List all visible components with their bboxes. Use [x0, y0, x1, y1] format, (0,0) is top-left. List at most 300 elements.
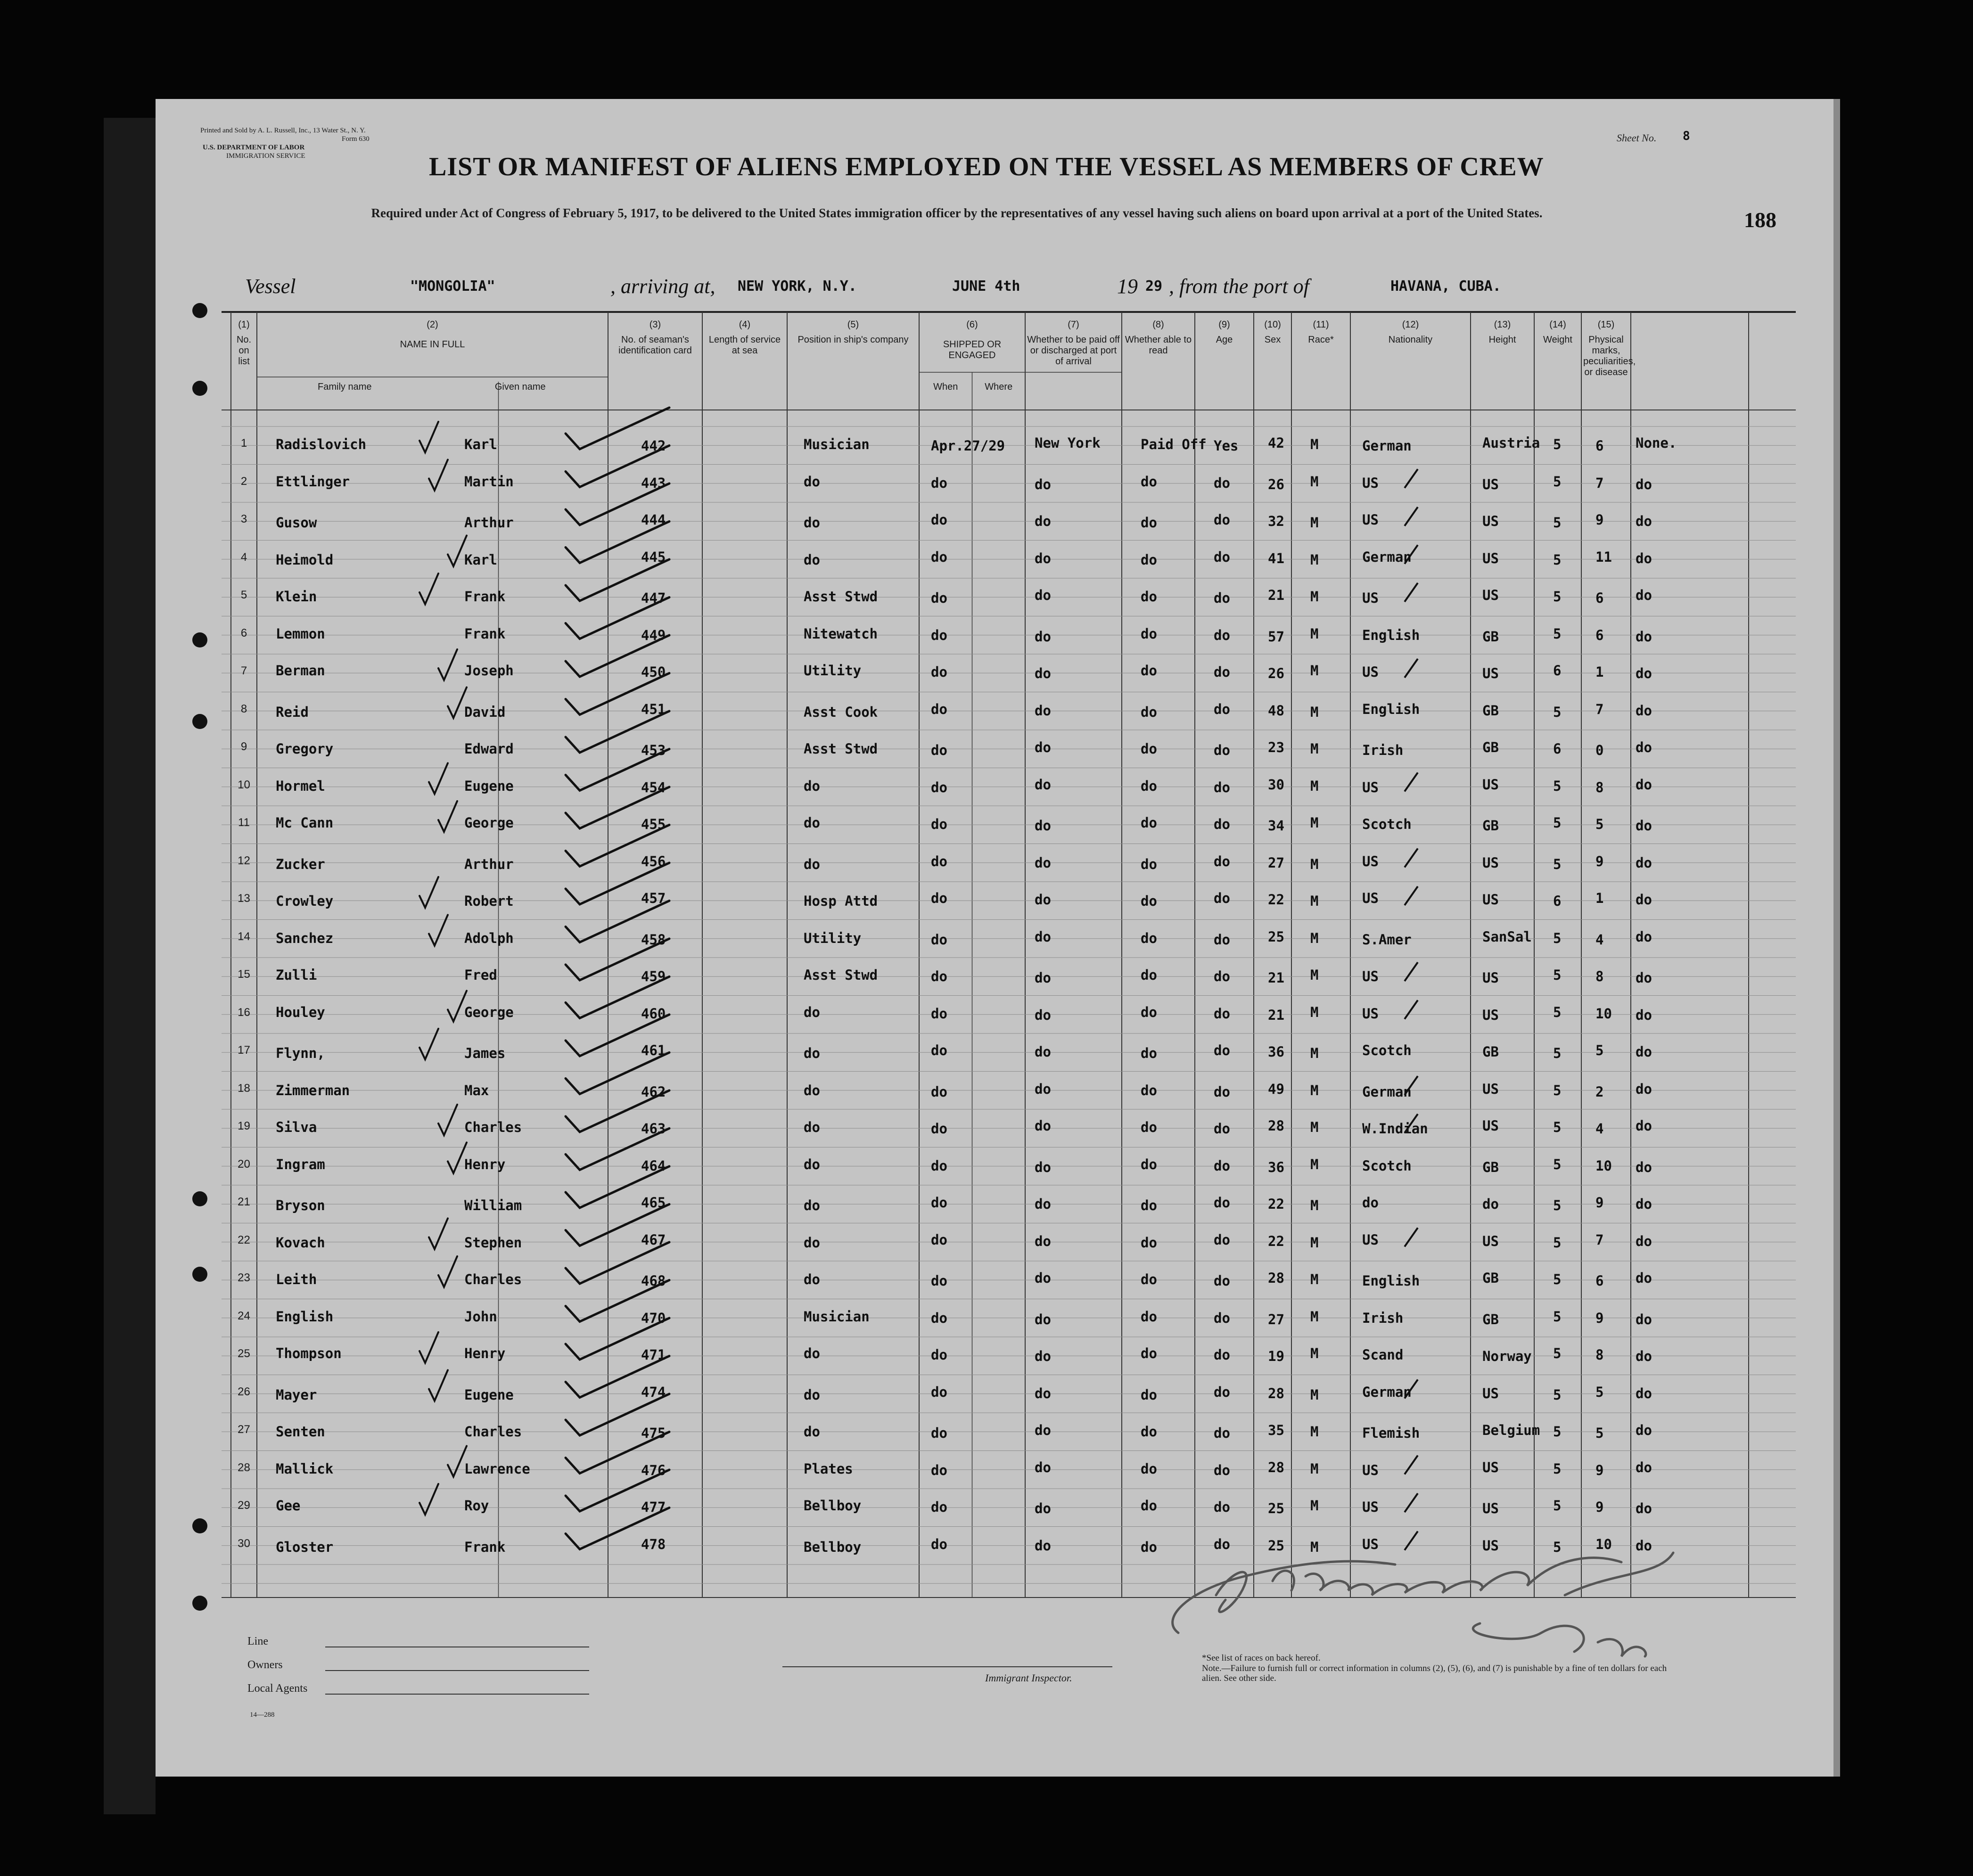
cell-age: 28: [1268, 1270, 1284, 1286]
cell-age: 22: [1268, 1233, 1284, 1249]
cell-read: do: [1214, 1005, 1230, 1022]
binder-hole: [192, 632, 207, 647]
cell-read: do: [1214, 1384, 1230, 1400]
cell-position: do: [804, 1156, 820, 1172]
row-number: 22: [238, 1233, 250, 1246]
cell-race: Scotch: [1362, 816, 1412, 832]
column-number: (1): [238, 319, 250, 330]
cell-nationality: US: [1482, 1007, 1499, 1023]
vessel-label: Vessel: [245, 275, 296, 298]
cell-race: US: [1362, 1005, 1379, 1022]
column-label: Nationality: [1388, 335, 1433, 345]
cell-marks: None.: [1636, 435, 1677, 451]
cell-race: US: [1362, 590, 1379, 606]
cell-read: do: [1214, 664, 1230, 680]
cell-when: do: [931, 742, 947, 758]
cell-position: Plates: [804, 1460, 853, 1477]
cell-sex: M: [1310, 741, 1319, 757]
cell-card: 458: [641, 931, 666, 948]
cell-marks: do: [1636, 1385, 1652, 1401]
row-number: 6: [240, 626, 247, 639]
year-suffix: 29: [1145, 278, 1163, 295]
cell-read: do: [1214, 779, 1230, 795]
cell-card: 463: [641, 1121, 666, 1137]
cell-card: 470: [641, 1310, 666, 1326]
cell-age: 26: [1268, 665, 1284, 681]
cell-height: 5: [1553, 1197, 1562, 1213]
cell-weight: 10: [1595, 1157, 1612, 1174]
cell-card: 443: [641, 475, 666, 491]
cell-when: do: [931, 816, 947, 832]
cell-height: 5: [1553, 1498, 1562, 1514]
column-label: Length of service at sea: [708, 335, 781, 356]
cell-where: do: [1035, 702, 1051, 719]
cell-family: Mayer: [276, 1386, 317, 1403]
cell-where: do: [1035, 1385, 1051, 1401]
cell-position: Bellboy: [804, 1539, 862, 1555]
column-label: Weight: [1543, 335, 1572, 345]
cell-height: 5: [1553, 1156, 1562, 1172]
cell-family: Gee: [276, 1498, 301, 1514]
column-label: Age: [1216, 335, 1233, 345]
cell-race: Irish: [1362, 742, 1404, 758]
cell-nationality: GB: [1482, 1311, 1499, 1327]
cell-sex: M: [1310, 1498, 1319, 1514]
cell-paid: do: [1141, 1308, 1157, 1325]
cell-family: Klein: [276, 589, 317, 605]
sheet-label: Sheet No.: [1617, 132, 1657, 144]
local-agents-label: Local Agents: [247, 1682, 308, 1695]
cell-nationality: GB: [1482, 628, 1499, 645]
cell-weight: 9: [1595, 1310, 1604, 1326]
cell-given: Roy: [464, 1498, 489, 1514]
year-prefix: 19: [1117, 275, 1138, 298]
cell-height: 5: [1553, 930, 1562, 946]
cell-race: US: [1362, 475, 1379, 491]
cell-given: Adolph: [464, 930, 514, 946]
cell-sex: M: [1310, 1082, 1319, 1098]
cell-read: do: [1214, 1231, 1230, 1248]
cell-height: 5: [1553, 704, 1562, 720]
cell-where: do: [1035, 739, 1051, 755]
cell-given: Edward: [464, 741, 514, 757]
cell-weight: 4: [1595, 931, 1604, 948]
cell-nationality: US: [1482, 550, 1499, 566]
cell-family: Crowley: [276, 893, 334, 909]
cell-given: John: [464, 1308, 497, 1325]
cell-weight: 7: [1595, 475, 1604, 491]
cell-weight: 9: [1595, 1195, 1604, 1211]
cell-card: 442: [641, 438, 666, 454]
cell-race: US: [1362, 968, 1379, 984]
local-agents-field: [325, 1694, 589, 1695]
cell-race: German: [1362, 438, 1412, 454]
cell-marks: do: [1636, 1196, 1652, 1212]
cell-nationality: US: [1482, 513, 1499, 529]
cell-position: Hosp Attd: [804, 893, 878, 909]
form-number: Form 630: [342, 135, 370, 143]
cell-when: do: [931, 475, 947, 491]
cell-family: Mc Cann: [276, 815, 334, 831]
cell-read: do: [1214, 1462, 1230, 1478]
cell-marks: do: [1636, 476, 1652, 492]
cell-height: 5: [1553, 1045, 1562, 1061]
cell-age: 27: [1268, 854, 1284, 871]
cell-where: do: [1035, 1348, 1051, 1364]
cell-given: Fred: [464, 967, 497, 983]
column-label: No. of seaman's identification card: [618, 335, 692, 356]
column-number: (4): [739, 319, 751, 330]
cell-read: do: [1214, 968, 1230, 984]
cell-family: Zimmerman: [276, 1082, 350, 1098]
cell-position: do: [804, 515, 820, 531]
cell-read: do: [1214, 590, 1230, 606]
cell-paid: do: [1141, 1498, 1157, 1514]
cell-marks: do: [1636, 1233, 1652, 1249]
cell-position: do: [804, 1004, 820, 1020]
binder-hole: [192, 1596, 207, 1611]
cell-age: 36: [1268, 1159, 1284, 1175]
cell-paid: do: [1141, 1460, 1157, 1477]
cell-family: Ingram: [276, 1156, 325, 1172]
column-label: Position in ship's company: [797, 335, 909, 345]
cell-marks: do: [1636, 702, 1652, 719]
row-number: 29: [238, 1499, 250, 1512]
column-sublabel: Family name: [318, 382, 372, 392]
cell-position: do: [804, 815, 820, 831]
cell-given: Max: [464, 1082, 489, 1098]
cell-marks: do: [1636, 854, 1652, 871]
cell-nationality: US: [1482, 970, 1499, 986]
cell-nationality: US: [1482, 854, 1499, 871]
row-number: 23: [238, 1271, 250, 1284]
cell-paid: do: [1141, 1424, 1157, 1440]
cell-nationality: US: [1482, 587, 1499, 603]
cell-height: 5: [1553, 515, 1562, 531]
cell-card: 468: [641, 1273, 666, 1289]
cell-position: do: [804, 1234, 820, 1251]
cell-when: do: [931, 1499, 947, 1515]
cell-sex: M: [1310, 778, 1319, 794]
row-number: 16: [238, 1006, 250, 1019]
column-label: Physical marks, peculiarities, or disease: [1583, 335, 1636, 377]
cell-read: do: [1214, 1157, 1230, 1174]
cell-marks: do: [1636, 1007, 1652, 1023]
cell-marks: do: [1636, 1500, 1652, 1516]
cell-paid: do: [1141, 625, 1157, 642]
cell-weight: 7: [1595, 701, 1604, 717]
cell-race: Scotch: [1362, 1042, 1412, 1058]
cell-read: do: [1214, 1042, 1230, 1058]
cell-nationality: Belgium: [1482, 1422, 1540, 1438]
cell-marks: do: [1636, 513, 1652, 529]
cell-height: 5: [1553, 473, 1562, 490]
cell-position: do: [804, 1386, 820, 1403]
cell-age: 28: [1268, 1385, 1284, 1401]
cell-paid: do: [1141, 967, 1157, 983]
cell-when: do: [931, 1195, 947, 1211]
cell-age: 23: [1268, 739, 1284, 755]
cell-paid: do: [1141, 515, 1157, 531]
cell-sex: M: [1310, 1539, 1319, 1555]
cell-position: do: [804, 1045, 820, 1061]
cell-marks: do: [1636, 1044, 1652, 1060]
cell-weight: 10: [1595, 1536, 1612, 1552]
cell-sex: M: [1310, 1045, 1319, 1061]
cell-read: do: [1214, 1121, 1230, 1137]
cell-sex: M: [1310, 967, 1319, 983]
cell-marks: do: [1636, 1270, 1652, 1286]
cell-race: W.Indian: [1362, 1121, 1428, 1137]
cell-height: 5: [1553, 778, 1562, 794]
cell-when: do: [931, 512, 947, 528]
cell-weight: 1: [1595, 890, 1604, 906]
cell-given: William: [464, 1197, 522, 1213]
cell-height: 5: [1553, 1424, 1562, 1440]
row-number: 24: [238, 1309, 250, 1322]
cell-when: do: [931, 1121, 947, 1137]
cell-weight: 10: [1595, 1005, 1612, 1022]
row-number: 13: [238, 892, 250, 905]
cell-given: Frank: [464, 625, 506, 642]
cell-race: English: [1362, 1273, 1420, 1289]
column-number: (14): [1549, 319, 1566, 330]
row-number: 7: [240, 664, 247, 677]
cell-family: Thompson: [276, 1345, 342, 1361]
cell-age: 21: [1268, 587, 1284, 603]
row-number: 19: [238, 1120, 250, 1132]
arrival-date: JUNE 4th: [952, 278, 1020, 295]
cell-weight: 6: [1595, 590, 1604, 606]
cell-given: Karl: [464, 436, 497, 452]
cell-paid: do: [1141, 1271, 1157, 1287]
cell-when: do: [931, 1347, 947, 1363]
cell-position: Asst Stwd: [804, 967, 878, 983]
column-number: (6): [966, 319, 978, 330]
cell-given: Martin: [464, 473, 514, 490]
cell-position: Utility: [804, 663, 862, 679]
cell-given: Eugene: [464, 778, 514, 794]
cell-nationality: GB: [1482, 702, 1499, 719]
cell-marks: do: [1636, 970, 1652, 986]
cell-where: do: [1035, 854, 1051, 871]
cell-sex: M: [1310, 1386, 1319, 1403]
cell-where: do: [1035, 1422, 1051, 1438]
cell-card: 460: [641, 1005, 666, 1022]
cell-card: 467: [641, 1231, 666, 1248]
cell-when: do: [931, 664, 947, 680]
row-number: 3: [240, 513, 247, 525]
cell-sex: M: [1310, 551, 1319, 568]
cell-where: do: [1035, 476, 1051, 492]
cell-race: S.Amer: [1362, 931, 1412, 948]
cell-where: do: [1035, 1233, 1051, 1249]
page-number: 188: [1744, 208, 1776, 232]
cell-race: German: [1362, 549, 1412, 565]
cell-marks: do: [1636, 1159, 1652, 1175]
cell-age: 32: [1268, 513, 1284, 529]
binder-hole: [192, 714, 207, 729]
cell-age: 25: [1268, 1537, 1284, 1554]
cell-marks: do: [1636, 1537, 1652, 1554]
cell-family: Sanchez: [276, 930, 334, 946]
cell-weight: 5: [1595, 1042, 1604, 1058]
cell-race: US: [1362, 890, 1379, 906]
cell-card: 465: [641, 1195, 666, 1211]
cell-given: Arthur: [464, 856, 514, 872]
cell-race: US: [1362, 512, 1379, 528]
cell-height: 5: [1553, 1234, 1562, 1251]
cell-paid: do: [1141, 1234, 1157, 1251]
cell-card: 477: [641, 1499, 666, 1515]
cell-race: English: [1362, 701, 1420, 717]
cell-family: Houley: [276, 1004, 325, 1020]
cell-given: Henry: [464, 1345, 506, 1361]
cell-height: 5: [1553, 589, 1562, 605]
cell-given: Stephen: [464, 1234, 522, 1251]
cell-sex: M: [1310, 856, 1319, 872]
inspector-signature: [1150, 1543, 1716, 1666]
form-code: 14—288: [250, 1711, 275, 1719]
cell-age: 19: [1268, 1348, 1284, 1364]
row-number: 2: [240, 475, 247, 488]
cell-marks: do: [1636, 1422, 1652, 1438]
cell-card: 455: [641, 816, 666, 832]
cell-card: 449: [641, 627, 666, 643]
cell-marks: do: [1636, 1311, 1652, 1327]
binder-hole: [192, 1267, 207, 1282]
cell-position: do: [804, 1197, 820, 1213]
cell-marks: do: [1636, 1081, 1652, 1097]
cell-race: Flemish: [1362, 1425, 1420, 1441]
cell-where: do: [1035, 1459, 1051, 1475]
cell-nationality: GB: [1482, 1270, 1499, 1286]
row-number: 21: [238, 1196, 250, 1208]
cell-card: 450: [641, 664, 666, 680]
cell-card: 462: [641, 1083, 666, 1100]
cell-read: do: [1214, 1310, 1230, 1326]
cell-given: Eugene: [464, 1386, 514, 1403]
cell-when: do: [931, 853, 947, 869]
arriving-port: NEW YORK, N.Y.: [738, 278, 857, 295]
cell-family: Hormel: [276, 778, 325, 794]
cell-nationality: GB: [1482, 739, 1499, 755]
cell-weight: 5: [1595, 1384, 1604, 1400]
cell-sex: M: [1310, 1119, 1319, 1135]
cell-when: do: [931, 890, 947, 906]
column-label: SHIPPED OR ENGAGED: [943, 339, 1002, 360]
cell-given: David: [464, 704, 506, 720]
cell-where: do: [1035, 928, 1051, 945]
column-number: (9): [1218, 319, 1230, 330]
cell-card: 447: [641, 590, 666, 606]
cell-nationality: US: [1482, 776, 1499, 793]
cell-weight: 6: [1595, 627, 1604, 643]
cell-race: German: [1362, 1083, 1412, 1100]
cell-read: do: [1214, 1195, 1230, 1211]
row-number: 8: [240, 702, 247, 715]
cell-weight: 7: [1595, 1231, 1604, 1248]
cell-family: Radislovich: [276, 436, 367, 452]
cell-age: 21: [1268, 970, 1284, 986]
cell-age: 28: [1268, 1459, 1284, 1475]
from-port-label: , from the port of: [1169, 275, 1309, 298]
cell-read: do: [1214, 1425, 1230, 1441]
cell-position: do: [804, 856, 820, 872]
cell-height: 5: [1553, 1386, 1562, 1403]
cell-card: 445: [641, 549, 666, 565]
cell-age: 42: [1268, 435, 1284, 451]
cell-where: New York: [1035, 435, 1101, 451]
cell-nationality: do: [1482, 1196, 1499, 1212]
row-number: 26: [238, 1385, 250, 1398]
cell-given: Frank: [464, 589, 506, 605]
cell-when: do: [931, 1042, 947, 1058]
cell-paid: do: [1141, 930, 1157, 946]
column-number: (3): [649, 319, 661, 330]
cell-where: do: [1035, 587, 1051, 603]
cell-where: do: [1035, 1159, 1051, 1175]
cell-card: 459: [641, 968, 666, 984]
owners-label: Owners: [247, 1659, 283, 1671]
cell-read: do: [1214, 742, 1230, 758]
binder-hole: [192, 1191, 207, 1206]
cell-given: Joseph: [464, 663, 514, 679]
binder-hole: [192, 303, 207, 318]
cell-when: do: [931, 701, 947, 717]
column-label: Race*: [1308, 335, 1334, 345]
cell-age: 22: [1268, 1196, 1284, 1212]
cell-where: do: [1035, 1118, 1051, 1134]
cell-family: Gregory: [276, 741, 334, 757]
cell-read: do: [1214, 1499, 1230, 1515]
binder-hole: [192, 381, 207, 396]
cell-marks: do: [1636, 818, 1652, 834]
cell-when: do: [931, 1310, 947, 1326]
cell-where: do: [1035, 892, 1051, 908]
cell-sex: M: [1310, 1271, 1319, 1287]
cell-when: do: [931, 1005, 947, 1022]
row-number: 17: [238, 1044, 250, 1057]
scan-edge: [104, 118, 156, 1814]
cell-nationality: US: [1482, 892, 1499, 908]
cell-family: Zulli: [276, 967, 317, 983]
cell-race: Scotch: [1362, 1157, 1412, 1174]
row-number: 15: [238, 968, 250, 981]
cell-sex: M: [1310, 893, 1319, 909]
cell-card: 457: [641, 890, 666, 906]
cell-weight: 9: [1595, 1499, 1604, 1515]
row-number: 5: [240, 589, 247, 601]
cell-where: do: [1035, 776, 1051, 793]
cell-when: do: [931, 931, 947, 948]
cell-position: Utility: [804, 930, 862, 946]
cell-where: do: [1035, 818, 1051, 834]
cell-weight: 1: [1595, 664, 1604, 680]
cell-when: do: [931, 1157, 947, 1174]
cell-read: do: [1214, 1083, 1230, 1100]
cell-sex: M: [1310, 625, 1319, 642]
cell-read: do: [1214, 475, 1230, 491]
departure-port: HAVANA, CUBA.: [1390, 278, 1501, 295]
cell-paid: do: [1141, 1345, 1157, 1361]
cell-family: Mallick: [276, 1460, 334, 1477]
cell-sex: M: [1310, 473, 1319, 490]
cell-card: 474: [641, 1384, 666, 1400]
cell-read: do: [1214, 1536, 1230, 1552]
cell-height: 6: [1553, 663, 1562, 679]
cell-card: 444: [641, 512, 666, 528]
